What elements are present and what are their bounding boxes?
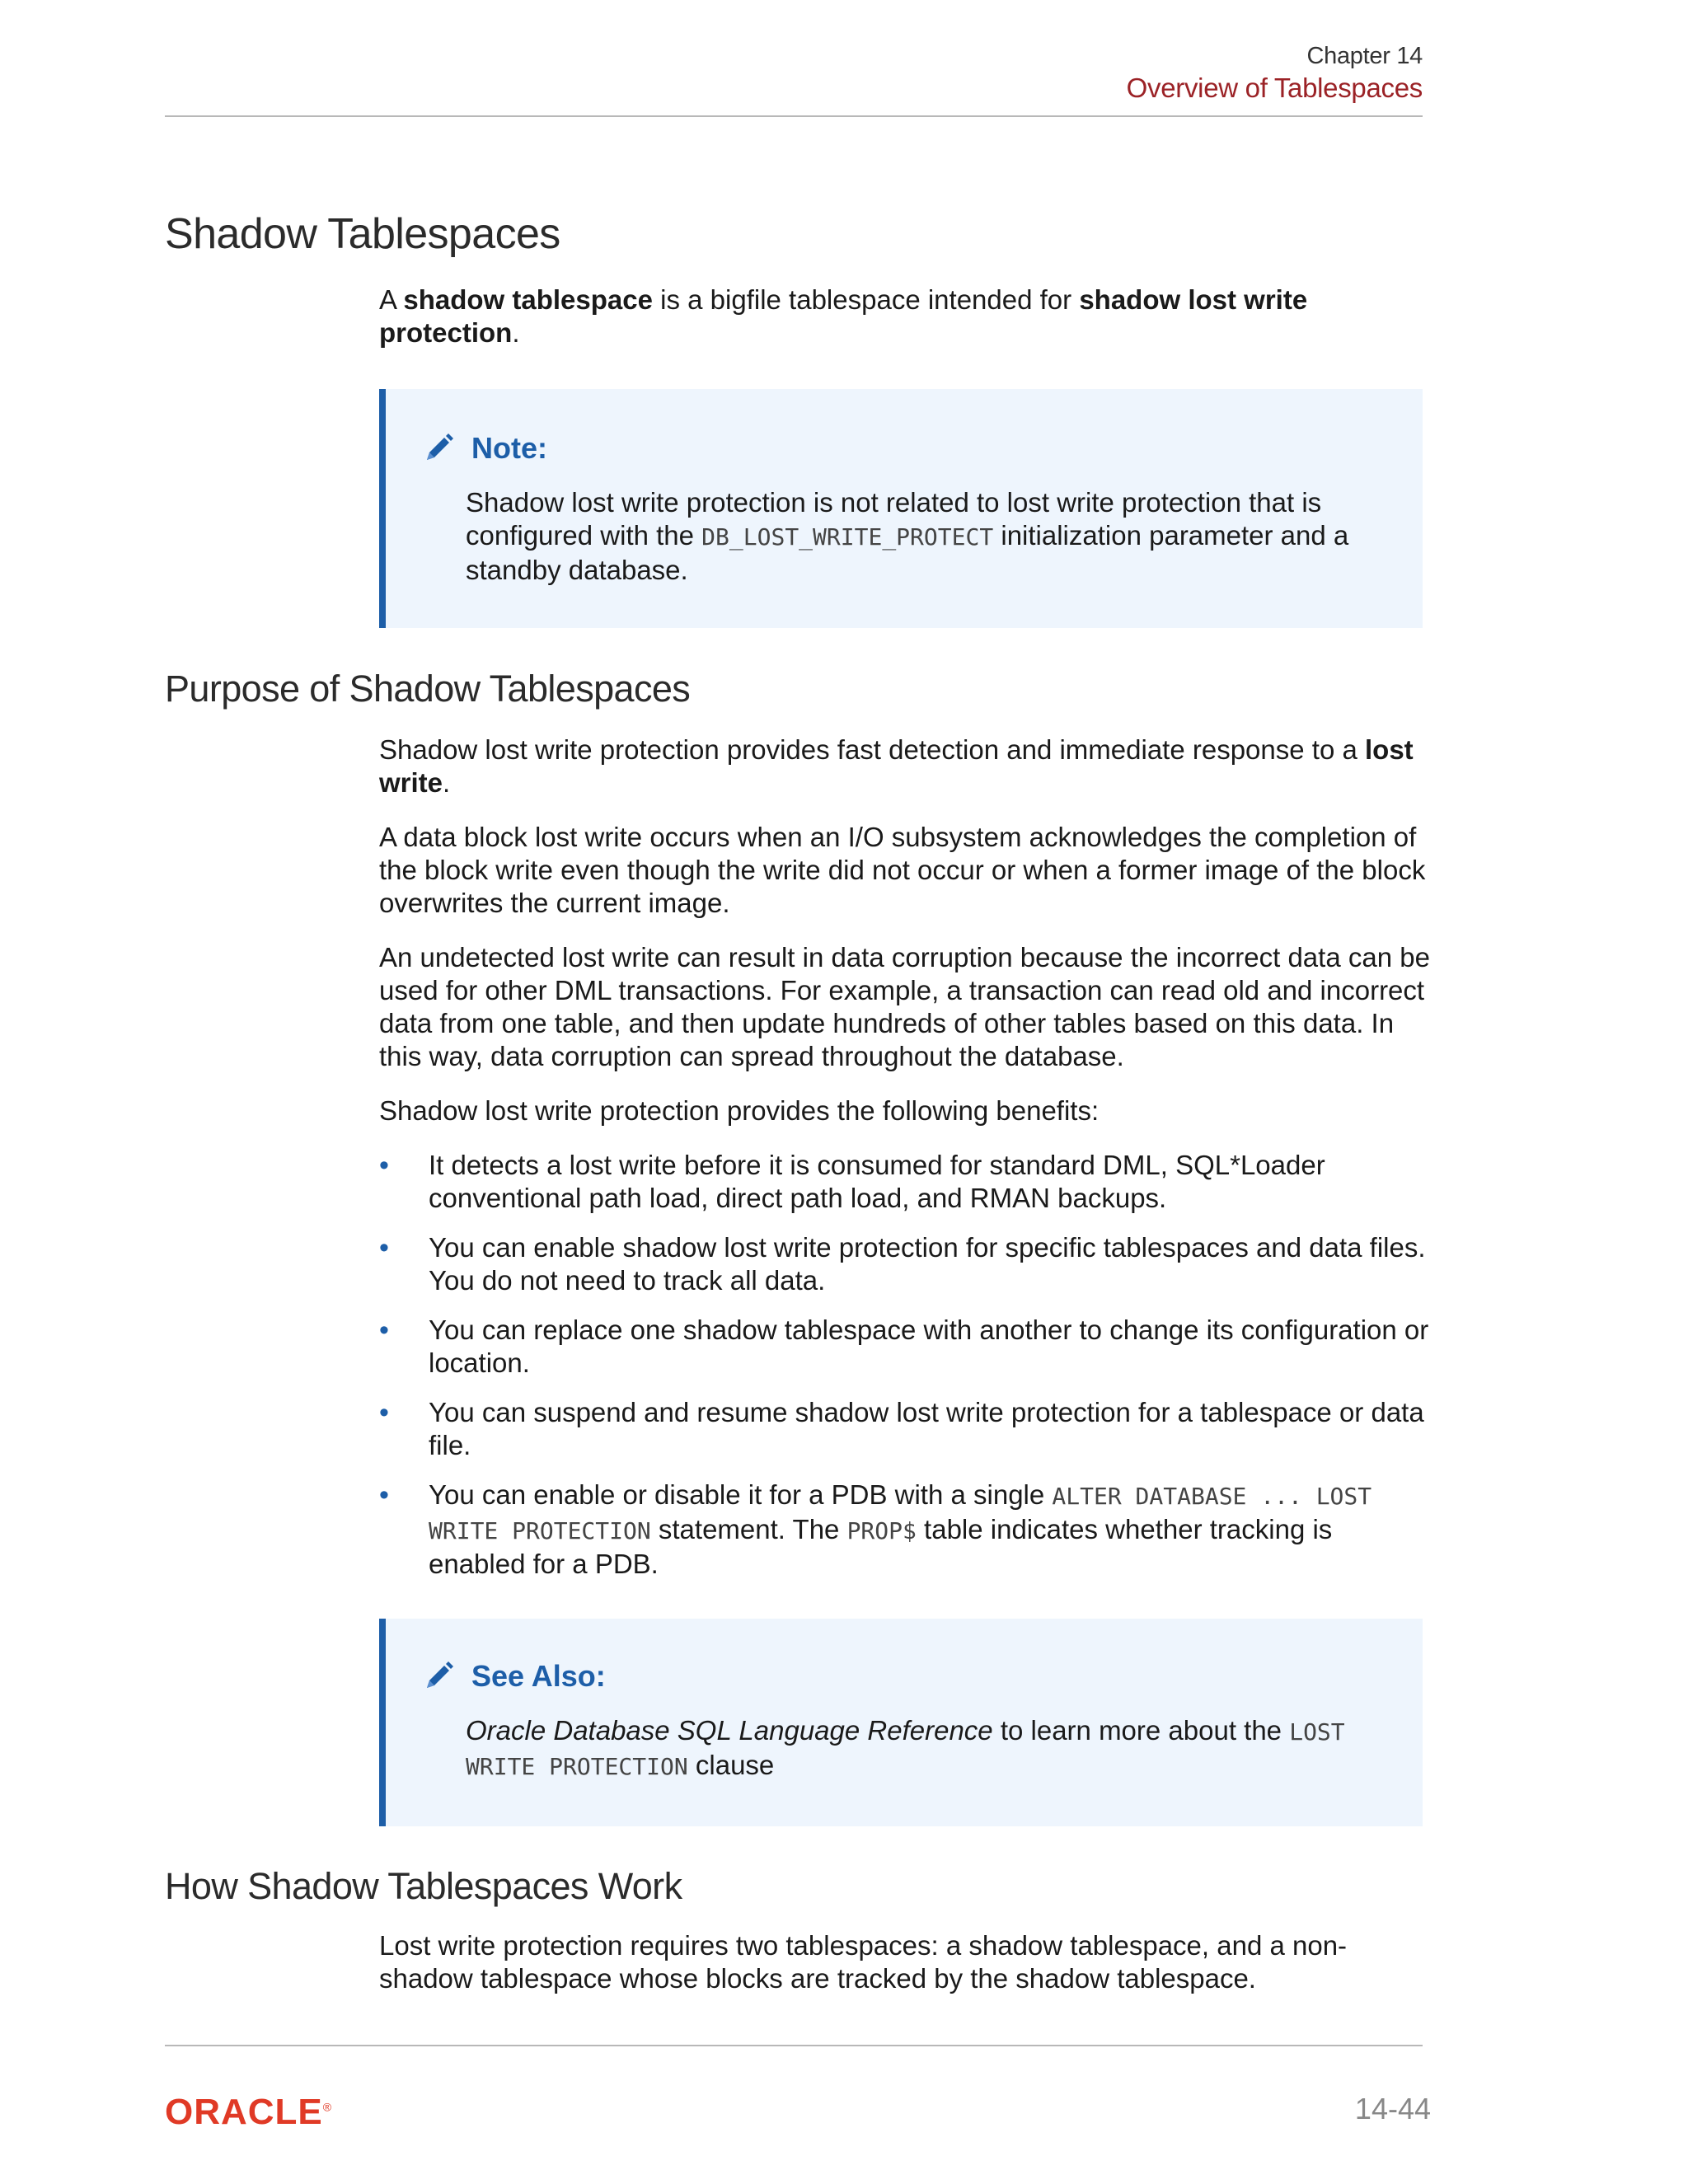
note-label: Note: <box>471 431 547 465</box>
note-text: Shadow lost write protection is not related to lost write protection that is configured with the DB_LOST_WRITE_PROTECT initialization parameter and a standby database. <box>466 487 1349 585</box>
pencil-icon <box>420 430 457 466</box>
section-heading-purpose: Purpose of Shadow Tablespaces <box>165 668 691 710</box>
header-chapter-title: Overview of Tablespaces <box>1126 73 1423 103</box>
code-prop-table: PROP$ <box>846 1517 917 1544</box>
sql-reference-link[interactable]: Oracle Database SQL Language Reference <box>466 1715 993 1746</box>
see-also-text: Oracle Database SQL Language Reference to learn more about the LOST WRITE PROTECTION clause <box>466 1715 1345 1780</box>
see-also-header <box>420 1658 606 1694</box>
note-header <box>420 430 547 466</box>
pencil-icon <box>420 1658 457 1694</box>
list-item: • It detects a lost write before it is consumed for standard DML, SQL*Loader conventional path load, direct path load, and RMAN backups. <box>379 1150 1325 1213</box>
bullet-icon: • <box>379 1397 389 1428</box>
section-heading-how-it-works: How Shadow Tablespaces Work <box>165 1865 682 1907</box>
code-db-lost-write-protect: DB_LOST_WRITE_PROTECT <box>701 523 994 551</box>
header-divider <box>165 115 1423 117</box>
list-item: • You can replace one shadow tablespace with another to change its configuration or location. <box>379 1315 1429 1378</box>
term-shadow-lost-write-protection: shadow lost write protection <box>379 284 1308 348</box>
purpose-paragraph-1: Shadow lost write protection provides fast detection and immediate response to a lost write. <box>379 734 1414 798</box>
see-also-label: See Also: <box>471 1659 606 1693</box>
shadow-tablespace-intro: A shadow tablespace is a bigfile tablespace intended for shadow lost write protection. <box>379 284 1308 348</box>
how-it-works-content <box>379 1929 1431 2017</box>
bullet-icon: • <box>379 1150 389 1181</box>
oracle-logo: ORACLE® <box>165 2092 333 2132</box>
term-lost-write: lost write <box>379 734 1414 798</box>
section-heading-shadow-tablespaces: Shadow Tablespaces <box>165 210 560 258</box>
see-also-box <box>379 1619 1423 1826</box>
purpose-content <box>379 733 1431 1597</box>
bullet-icon: • <box>379 1315 389 1346</box>
how-it-works-paragraph: Lost write protection requires two tablespaces: a shadow tablespace, and a non-shadow tablespace whose blocks are tracked by the shadow tablespace. <box>379 1930 1348 1994</box>
note-box <box>379 389 1423 628</box>
footer-divider <box>165 2045 1423 2046</box>
purpose-paragraph-3: An undetected lost write can result in data corruption because the incorrect data can be used for other DML transactions. For example, a transaction can read old and incorrect data from one table, and then update hundreds of other tables based on this data. In this way, data corruption can spread throughout the database. <box>379 942 1430 1071</box>
purpose-paragraph-2: A data block lost write occurs when an I/O subsystem acknowledges the completion of the block write even though the write did not occur or when a former image of the block overwrites the current image. <box>379 822 1426 918</box>
code-alter-database: ALTER DATABASE ... LOST WRITE PROTECTION <box>429 1483 1372 1544</box>
benefits-list <box>379 1149 1431 1581</box>
bullet-icon: • <box>379 1479 389 1511</box>
list-item: • You can suspend and resume shadow lost write protection for a tablespace or data file. <box>379 1397 1424 1460</box>
header-chapter: Chapter 14 <box>1306 43 1423 69</box>
page-number: 14-44 <box>1354 2092 1431 2125</box>
purpose-paragraph-4: Shadow lost write protection provides the following benefits: <box>379 1095 1100 1126</box>
list-item: • You can enable shadow lost write protection for specific tablespaces and data files. You do not need to track all data. <box>379 1232 1426 1296</box>
bullet-icon: • <box>379 1232 389 1263</box>
list-item: • You can enable or disable it for a PDB with a single ALTER DATABASE ... LOST WRITE PROTECTION statement. The PROP$ table indicates whether tracking is enabled for a PDB. <box>379 1479 1372 1579</box>
code-lost-write-protection: LOST WRITE PROTECTION <box>466 1718 1345 1780</box>
term-shadow-tablespace: shadow tablespace <box>403 284 653 315</box>
